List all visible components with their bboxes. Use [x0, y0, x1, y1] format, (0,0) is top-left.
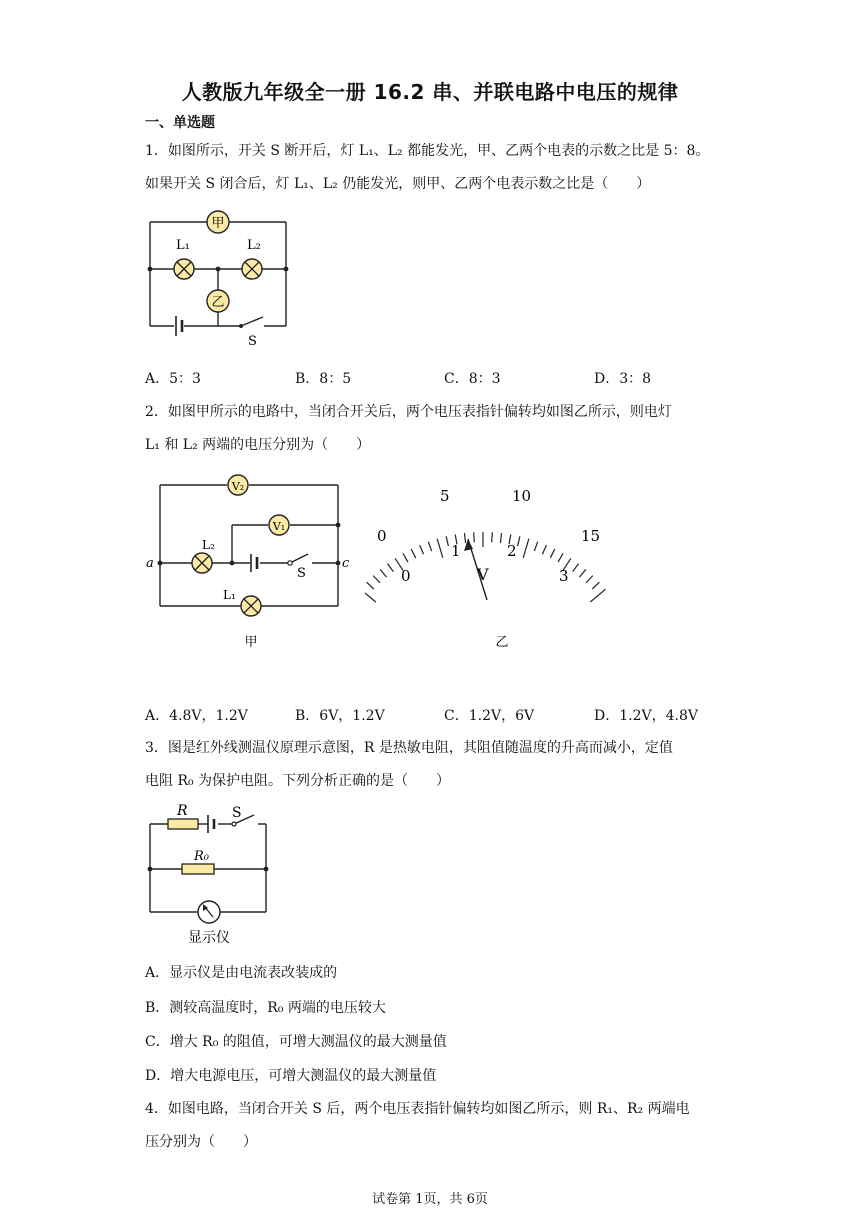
switch-s-label: S — [232, 805, 242, 821]
dial-tick-mark — [573, 564, 579, 572]
q2-option-a[interactable]: A．4.8V，1.2V — [145, 708, 248, 724]
question-3-line2: 电阻 R₀ 为保护电阻。下列分析正确的是（ ） — [145, 773, 451, 789]
page-title: 人教版九年级全一册 16.2 串、并联电路中电压的规律 — [181, 80, 679, 104]
question-2-circuit-diagram-jia — [140, 470, 360, 655]
q2-option-c[interactable]: C．1.2V，6V — [444, 708, 535, 724]
voltmeter-v1-label: V₁ — [272, 520, 286, 533]
dial-tick-mark — [523, 539, 529, 558]
dial-tick-mark — [380, 569, 386, 577]
switch-s-label: S — [248, 334, 257, 349]
question-2-line2: L₁ 和 L₂ 两端的电压分别为（ ） — [145, 437, 371, 453]
dial-tick-mark — [518, 536, 520, 546]
dial-tick-mark — [542, 545, 546, 554]
meter-yi-label: 乙 — [211, 295, 225, 310]
dial-tick-mark — [474, 532, 475, 542]
q1-option-b[interactable]: B．8：5 — [295, 371, 352, 387]
dial-tick-mark — [373, 576, 380, 583]
question-2-voltmeter-dial-yi — [365, 482, 615, 657]
dial-tick-mark — [579, 569, 585, 577]
dial-tick-mark — [403, 553, 408, 562]
dial-tick-mark — [446, 536, 448, 546]
q3-option-c[interactable]: C．增大 R₀ 的阻值，可增大测温仪的最大测量值 — [145, 1034, 447, 1050]
lamp-l2-label: L₂ — [247, 238, 261, 253]
figure-yi-caption: 乙 — [495, 635, 509, 650]
dial-tick-mark — [492, 532, 493, 542]
dial-unit-label: V — [477, 565, 489, 584]
figure-jia-caption: 甲 — [244, 635, 258, 650]
dial-lower-tick-3: 3 — [559, 567, 569, 585]
dial-tick-mark — [592, 582, 599, 589]
display-label: 显示仪 — [188, 930, 230, 946]
dial-tick-mark — [464, 533, 465, 543]
question-4-line2: 压分别为（ ） — [145, 1134, 257, 1150]
node-c-label: c — [342, 556, 350, 571]
q2-option-b[interactable]: B．6V，1.2V — [295, 708, 385, 724]
dial-tick-mark — [550, 549, 554, 558]
dial-lower-tick-0: 0 — [401, 567, 411, 585]
dial-tick-mark — [411, 549, 415, 558]
question-2-line1: 2．如图甲所示的电路中，当闭合开关后，两个电压表指针偏转均如图乙所示，则电灯 — [145, 404, 672, 420]
resistor-r-label: R — [177, 803, 188, 819]
switch-s-label: S — [297, 566, 306, 581]
question-4-line1: 4．如图电路，当闭合开关 S 后，两个电压表指针偏转均如图乙所示，则 R₁、R₂ 两端电 — [145, 1101, 690, 1117]
dial-tick-mark — [420, 545, 424, 554]
dial-tick-mark — [428, 542, 431, 551]
q2-option-d[interactable]: D．1.2V，4.8V — [594, 708, 698, 724]
dial-lower-tick-2: 2 — [507, 542, 517, 560]
resistor-r0-label: R₀ — [194, 849, 209, 864]
dial-tick-mark — [437, 539, 443, 558]
lamp-l2-label: L₂ — [202, 538, 215, 552]
dial-tick-mark — [586, 576, 593, 583]
question-3-line1: 3．图是红外线测温仪原理示意图，R 是热敏电阻，其阻值随温度的升高而减小，定值 — [145, 740, 673, 756]
dial-tick-mark — [367, 582, 374, 589]
meter-jia-label: 甲 — [211, 216, 225, 231]
lamp-l1-label: L₁ — [223, 588, 236, 602]
q1-option-d[interactable]: D．3：8 — [594, 371, 652, 387]
question-1-line2: 如果开关 S 闭合后，灯 L₁、L₂ 仍能发光，则甲、乙两个电表示数之比是（ ） — [145, 176, 651, 192]
q3-option-b[interactable]: B．测较高温度时，R₀ 两端的电压较大 — [145, 1000, 386, 1016]
dial-upper-tick-5: 5 — [440, 487, 450, 505]
q3-option-a[interactable]: A．显示仪是由电流表改装成的 — [145, 965, 338, 981]
dial-upper-tick-0: 0 — [377, 527, 387, 545]
dial-upper-tick-15: 15 — [581, 527, 601, 545]
question-1-line1: 1．如图所示，开关 S 断开后，灯 L₁、L₂ 都能发光，甲、乙两个电表的示数之比是 5：8。 — [145, 143, 710, 159]
voltmeter-v2-label: V₂ — [231, 480, 245, 493]
dial-tick-mark — [534, 542, 537, 551]
dial-tick-mark — [590, 589, 605, 602]
q1-option-c[interactable]: C．8：3 — [444, 371, 501, 387]
page-footer: 试卷第 1页，共 6页 — [372, 1192, 488, 1207]
q1-option-a[interactable]: A．5：3 — [145, 371, 201, 387]
dial-tick-mark — [387, 564, 393, 572]
dial-lower-tick-1: 1 — [451, 542, 461, 560]
section-heading: 一、单选题 — [145, 115, 215, 131]
question-1-circuit-diagram — [140, 205, 300, 350]
q3-option-d[interactable]: D．增大电源电压，可增大测温仪的最大测量值 — [145, 1068, 437, 1084]
dial-tick-mark — [365, 589, 376, 602]
dial-upper-tick-10: 10 — [512, 487, 532, 505]
lamp-l1-label: L₁ — [176, 238, 190, 253]
question-3-circuit-diagram — [140, 802, 290, 947]
dial-tick-mark — [500, 533, 501, 543]
dial-tick-mark — [558, 553, 563, 562]
node-a-label: a — [146, 556, 154, 571]
